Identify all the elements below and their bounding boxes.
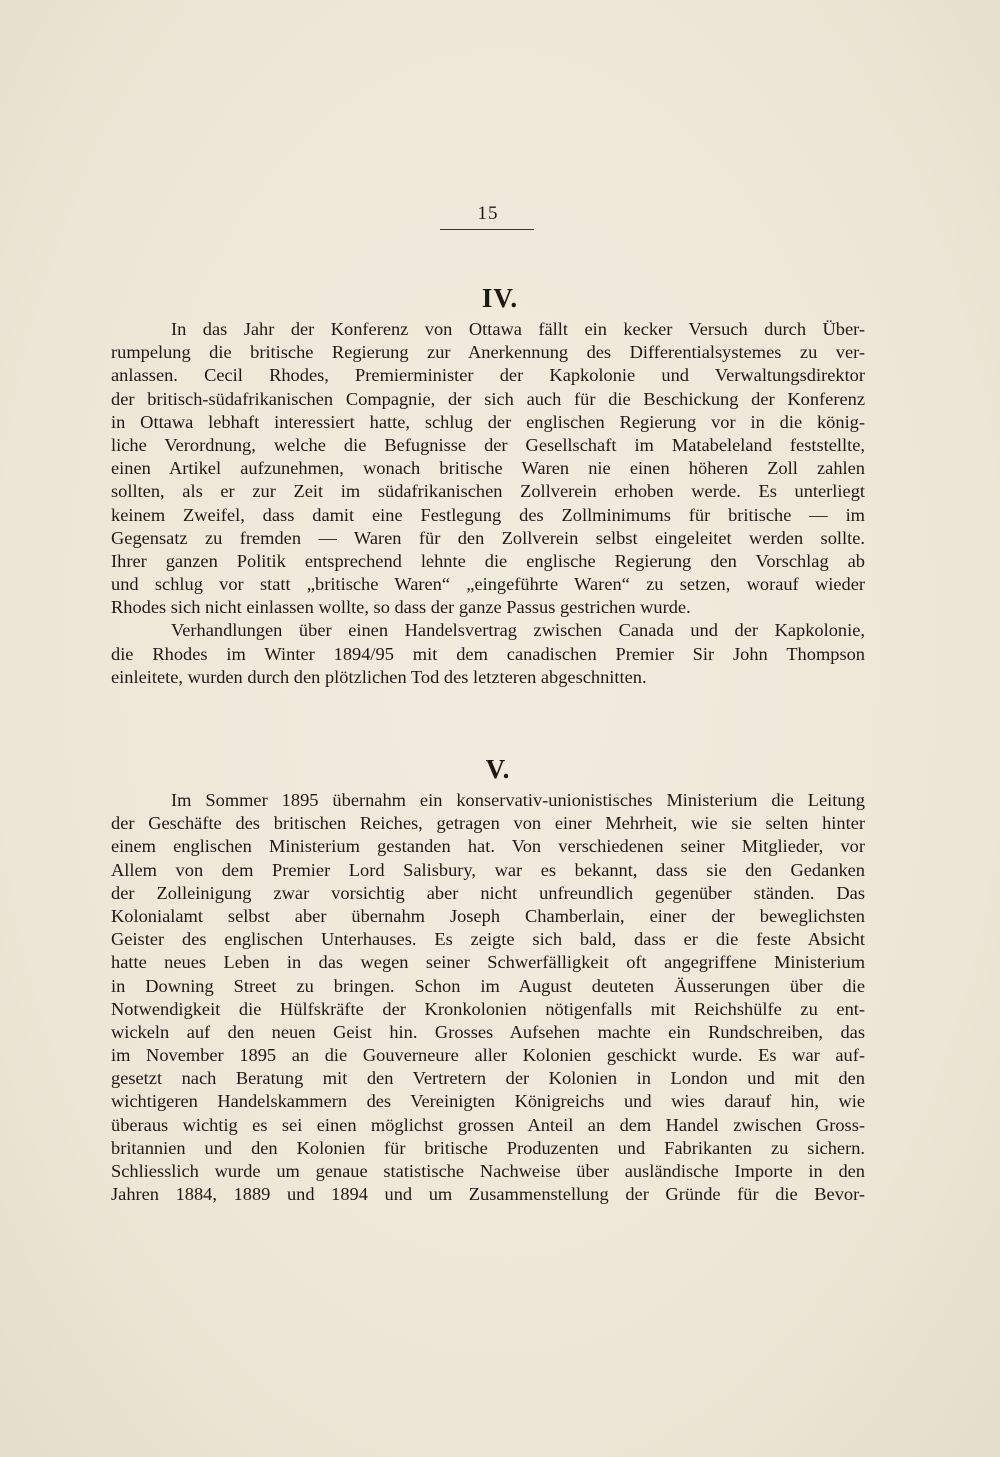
text-line: der Zolleinigung zwar vorsichtig aber nicht unfreundlich gegenüber ständen. Das bbox=[111, 882, 865, 903]
text-line: die Rhodes im Winter 1894/95 mit dem canadischen Premier Sir John Thompson bbox=[111, 643, 865, 664]
text-line: der Geschäfte des britischen Reiches, getragen von einer Mehrheit, wie sie selten hinter bbox=[111, 813, 865, 834]
text-line: wichtigeren Handelskammern des Vereinigten Königreichs und wies darauf hin, wie bbox=[111, 1091, 865, 1112]
text-line: Allem von dem Premier Lord Salisbury, war es bekannt, dass sie den Gedanken bbox=[111, 859, 865, 880]
text-line: Ihrer ganzen Politik entsprechend lehnte die englische Regierung den Vorschlag ab bbox=[111, 550, 865, 571]
section-iv-body bbox=[111, 318, 865, 689]
text-line: in Ottawa lebhaft interessiert hatte, schlug der englischen Regierung vor in die könig- bbox=[111, 411, 865, 432]
section-heading-v: V. bbox=[485, 754, 511, 784]
text-line: Jahren 1884, 1889 und 1894 und um Zusammenstellung der Gründe für die Bevor- bbox=[111, 1184, 865, 1205]
text-line: sollten, als er zur Zeit im südafrikanischen Zollverein erhoben werde. Es unterliegt bbox=[111, 481, 865, 502]
text-line: liche Verordnung, welche die Befugnisse der Gesellschaft im Matabeleland feststellte, bbox=[111, 434, 865, 455]
text-line: wickeln auf den neuen Geist hin. Grosses Aufsehen machte ein Rundschreiben, das bbox=[111, 1021, 865, 1042]
text-line: gesetzt nach Beratung mit den Vertretern der Kolonien in London und mit den bbox=[111, 1068, 865, 1089]
text-line: britannien und den Kolonien für britische Produzenten und Fabrikanten zu sichern. bbox=[111, 1137, 865, 1158]
text-line: Im Sommer 1895 übernahm ein konservativ-unionistisches Ministerium die Leitung bbox=[171, 790, 865, 810]
text-line: einleitete, wurden durch den plötzlichen Tod des letzteren abgeschnitten. bbox=[111, 666, 647, 687]
text-line: Notwendigkeit die Hülfskräfte der Kronkolonien nötigenfalls mit Reichshülfe zu ent- bbox=[111, 998, 865, 1019]
text-line: Gegensatz zu fremden — Waren für den Zollverein selbst eingeleitet werden sollte. bbox=[111, 527, 865, 548]
text-line: der britisch-südafrikanischen Compagnie, der sich auch für die Beschickung der Konferenz bbox=[111, 388, 865, 409]
section-heading-iv: IV. bbox=[481, 283, 519, 313]
text-line: und schlug vor statt „britische Waren“ „eingeführte Waren“ zu setzen, worauf wieder bbox=[111, 574, 865, 595]
text-line: anlassen. Cecil Rhodes, Premierminister der Kapkolonie und Verwaltungsdirektor bbox=[111, 365, 865, 386]
text-line: Kolonialamt selbst aber übernahm Joseph Chamberlain, einer der beweglichsten bbox=[111, 905, 865, 926]
text-line: Verhandlungen über einen Handelsvertrag zwischen Canada und der Kapkolonie, bbox=[171, 620, 865, 641]
text-line: Rhodes sich nicht einlassen wollte, so dass der ganze Passus gestrichen wurde. bbox=[111, 597, 691, 618]
text-line: in Downing Street zu bringen. Schon im August deuteten Äusserungen über die bbox=[111, 975, 865, 996]
text-line: einem englischen Ministerium gestanden hat. Von verschiedenen seiner Mitglieder, vor bbox=[111, 836, 865, 857]
text-line: keinem Zweifel, dass damit eine Festlegung des Zollminimums für britische — im bbox=[111, 504, 865, 525]
text-line: Schliesslich wurde um genaue statistische Nachweise über ausländische Importe in den bbox=[111, 1161, 865, 1181]
page-number: 15 bbox=[477, 203, 499, 224]
text-line: einen Artikel aufzunehmen, wonach britische Waren nie einen höheren Zoll zahlen bbox=[111, 458, 865, 479]
text-line: im November 1895 an die Gouverneure aller Kolonien geschickt wurde. Es war auf- bbox=[111, 1045, 865, 1066]
text-line: rumpelung die britische Regierung zur Anerkennung des Differentialsystemes zu ver- bbox=[111, 342, 865, 363]
text-line: In das Jahr der Konferenz von Ottawa fällt ein kecker Versuch durch Über- bbox=[171, 319, 865, 339]
text-line: hatte neues Leben in das wegen seiner Schwerfälligkeit oft angegriffene Ministerium bbox=[111, 952, 865, 973]
page-number-rule bbox=[440, 229, 534, 230]
text-line: überaus wichtig es sei einen möglichst grossen Anteil an dem Handel zwischen Gross- bbox=[111, 1114, 865, 1135]
section-v-body bbox=[111, 789, 865, 1206]
text-line: Geister des englischen Unterhauses. Es zeigte sich bald, dass er die feste Absicht bbox=[111, 929, 865, 950]
